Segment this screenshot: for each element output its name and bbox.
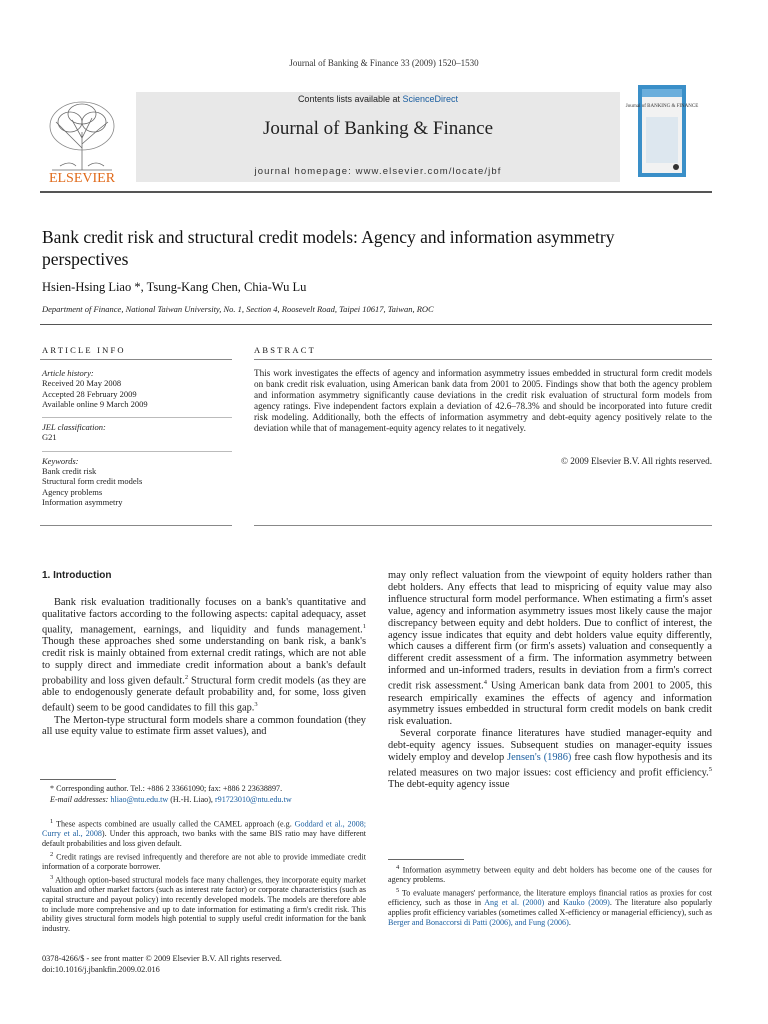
- cover-title: Journal of BANKING & FINANCE: [625, 104, 699, 109]
- footnotes-left: [42, 817, 366, 935]
- online-date: Available online 9 March 2009: [42, 398, 148, 409]
- article-info-heading: ARTICLE INFO: [42, 345, 126, 355]
- keyword: Structural form credit models: [42, 476, 143, 487]
- issn-line: 0378-4266/$ - see front matter © 2009 Elsevier B.V. All rights reserved.: [42, 954, 282, 963]
- publisher-name: ELSEVIER: [48, 171, 116, 186]
- article-info-bottom-rule: [40, 525, 232, 526]
- footnotes-right: [388, 863, 712, 929]
- intro-paragraph-1: Bank risk evaluation traditionally focuses on a bank's quantitative and qualitative factors according to the following aspects: capital adequacy, asset quality, management, earnings, and liquidity and funds management.$^1$ Though these approaches shed some understanding on bank risk, a bank's credit risk is mainly obtained from external credit ratings, which are not able to supply direct and immediate credit information about a bank's default probability and loss given default.$^2$ Structural form credit models (as they are able to endogenously generate default probability and, for some, loss given default) seem to be good candidates to fill this gap.$^3$: [42, 597, 366, 714]
- intro-paragraph-4: Several corporate finance literatures have studied manager-equity and debt-equity agency issues. Subsequent studies on manager-equity issues widely employ and develop Jensen's (1986) free cash flow hypothesis and its related measures on two major issues: cost efficiency and profit efficiency.$^5$ The debt-equity agency issue: [388, 728, 712, 791]
- corresponding-author-note: * Corresponding author. Tel.: +886 2 33661090; fax: +886 2 23638897. E-mail addresses: hliao@ntu.edu.tw (H.-H. Liao), r91723010@ntu.edu.tw: [50, 784, 292, 804]
- footnote-rule-right: [388, 859, 464, 860]
- ang-citation-link[interactable]: Ang et al. (2000): [484, 898, 545, 908]
- intro-column-left: [42, 597, 366, 738]
- front-matter: [42, 953, 366, 975]
- email-link-second[interactable]: r91723010@ntu.edu.tw: [214, 794, 292, 804]
- jel-label: JEL classification:: [42, 417, 232, 432]
- keyword: Information asymmetry: [42, 496, 123, 507]
- header-rule: [40, 191, 712, 193]
- footnote-1: $^1$ These aspects combined are usually called the CAMEL approach (e.g. Goddard et al., 2008; Curry et al., 2008). Under this approach, two banks with the same BIS ratio may have different default probabilities and loss given default.: [42, 818, 367, 849]
- article-authors: Hsien-Hsing Liao *, Tsung-Kang Chen, Chia-Wu Lu: [42, 280, 307, 294]
- intro-heading: 1. Introduction: [42, 570, 112, 581]
- footnote-rule-left: [40, 779, 116, 780]
- journal-citation: Journal of Banking & Finance 33 (2009) 1520–1530: [289, 58, 479, 68]
- keyword: Agency problems: [42, 486, 103, 497]
- berger-fung-citation-link[interactable]: Berger and Bonaccorsi di Patti (2006), and Fung (2006): [388, 917, 569, 927]
- jel-code: G21: [42, 432, 57, 443]
- title-rule: [40, 324, 712, 325]
- contents-line: Contents lists available at ScienceDirect: [297, 94, 459, 104]
- keyword: Bank credit risk: [42, 466, 97, 477]
- intro-paragraph-2: The Merton-type structural form models share a common foundation (they all use equity value to estimate firm asset values), and: [42, 714, 366, 738]
- abstract-heading: ABSTRACT: [254, 345, 316, 355]
- journal-title: Journal of Banking & Finance: [262, 118, 494, 139]
- journal-homepage[interactable]: journal homepage: www.elsevier.com/locate/jbf: [254, 166, 502, 177]
- abstract-text: This work investigates the effects of agency and information asymmetry issues embedded in structural form credit models on bank credit risk evaluation, using American bank data from 2001 to 2005. Findings show that both the agency problem and information asymmetry significantly cause deviations in the credit risk evaluation of structural form models from agency ratings. Five independent factors explain a deviation of 42.6–78.3% and should be incorporated into future credit risk modeling. Additionally, both the effects of information asymmetry and debt-equity agency positively relate to the deviation while that of management-equity agency relates to it negatively.: [254, 368, 712, 434]
- article-info-rule: [40, 359, 232, 360]
- sciencedirect-link[interactable]: ScienceDirect: [402, 94, 459, 104]
- doi-line[interactable]: doi:10.1016/j.jbankfin.2009.02.016: [42, 965, 160, 974]
- intro-column-right: [388, 570, 712, 791]
- article-title: Bank credit risk and structural credit models: Agency and information asymmetry perspectives: [42, 227, 615, 269]
- abstract-copyright: © 2009 Elsevier B.V. All rights reserved.: [561, 456, 712, 466]
- keywords-label: Keywords:: [42, 451, 232, 466]
- accepted-date: Accepted 28 February 2009: [42, 388, 137, 399]
- email-link-liao[interactable]: hliao@ntu.edu.tw: [110, 794, 169, 804]
- footnote-5: $^5$ To evaluate managers' performance, the literature employs financial ratios as proxies for cost efficiency, such as those in Ang et al. (2000) and Kauko (2009). The literature also popularly applies profit efficiency variables (sometimes called X-efficiency or managerial efficiency), such as Berger and Bonaccorsi di Patti (2006), and Fung (2006).: [388, 887, 712, 927]
- journal-cover-thumbnail: [625, 85, 699, 177]
- footnote-4: $^4$ Information asymmetry between equity and debt holders has become one of the causes for agency problems.: [388, 864, 713, 885]
- camel-citation-link[interactable]: Goddard et al., 2008; Curry et al., 2008: [42, 819, 366, 839]
- intro-paragraph-3: may only reflect valuation from the viewpoint of equity holders rather than debt holders. Any effects that lead to mispricing of equity value may also influence structural form model performance. When estimating a firm's asset value, agency and information asymmetry issues most likely cause the major discrepancy between equity and debt holders. Due to conflict of interest, the agency issue indicates that equity and debt holders value equity differently, which causes a different firm (or firm's assets) valuation and consequently a different credit assessment of a firm. The information asymmetry between informed and un-informed traders, results in deviation from a firm's correct credit risk assessment.$^4$ Using American bank data from 2001 to 2005, this research empirically examines the effects of agency and information asymmetry issues embedded in structural form credit models on bank credit risk evaluation.: [388, 570, 712, 728]
- author-affiliation: Department of Finance, National Taiwan University, No. 1, Section 4, Roosevelt Road, Taipei 10617, Taiwan, ROC: [42, 304, 434, 314]
- footnote-2: $^2$ Credit ratings are revised infrequently and therefore are not able to provide immediate credit information of a corporate borrower.: [42, 850, 366, 872]
- article-info: [42, 368, 232, 507]
- abstract-bottom-rule: [254, 525, 712, 526]
- jensen-citation-link[interactable]: Jensen's (1986): [507, 752, 572, 764]
- abstract-rule: [254, 359, 712, 360]
- kauko-citation-link[interactable]: Kauko (2009): [563, 898, 610, 908]
- history-label: Article history:: [42, 368, 94, 378]
- elsevier-tree-logo: [40, 92, 124, 184]
- footnote-3: $^3$ Although option-based structural models face many challenges, they incorporate equity market valuation and other market factors (such as interest rate factor) or corporate characteristics (such as capital structure and payout policy) into recently developed models. The models are therefore able to include more comprehensive and up to date information for estimating a firm's credit risk. This ability gives structural form models high potential to supply useful credit information for the bank industry.: [42, 873, 366, 934]
- received-date: Received 20 May 2008: [42, 378, 122, 389]
